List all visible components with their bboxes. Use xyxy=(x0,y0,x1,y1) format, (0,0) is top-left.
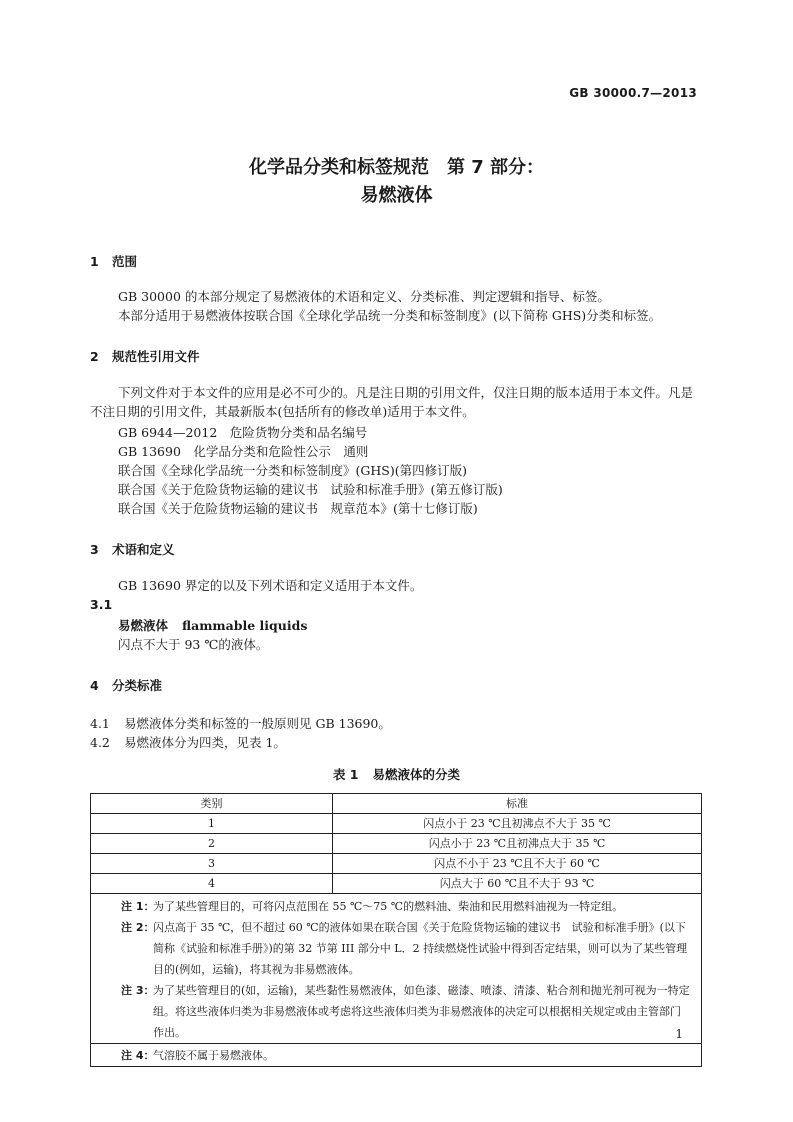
standard-number: GB 30000.7—2013 xyxy=(569,86,697,100)
section-title: 范围 xyxy=(112,254,138,269)
clause-text: 易燃液体分类和标签的一般原则见 GB 13690。 xyxy=(124,716,391,731)
table-notes xyxy=(91,894,701,1043)
table-caption-text: 易燃液体的分类 xyxy=(372,767,461,782)
table-caption xyxy=(0,765,793,783)
clause-number: 4.1 xyxy=(90,716,110,731)
table-cell-criteria: 闪点小于 23 ℃且初沸点大于 35 ℃ xyxy=(428,837,606,850)
table-header-cell: 类别 xyxy=(91,794,333,813)
clause-4-1 xyxy=(90,714,391,732)
table-row xyxy=(91,834,701,854)
note-text: 为了某些管理目的(如，运输)，某些黏性易燃液体，如色漆、磁漆、喷漆、清漆、粘合剂和抛光剂可视为一特定组。将这些液体归类为非易燃液体或考虑将这些液体归类为非易燃液体的决定可以根据相关规定或由主管部门作出。 xyxy=(153,984,690,1039)
table-cell-category: 4 xyxy=(91,874,333,893)
table-caption-number: 表 1 xyxy=(332,767,359,782)
table-cell-criteria: 闪点不小于 23 ℃且不大于 60 ℃ xyxy=(434,857,600,870)
page-number: 1 xyxy=(675,1027,683,1041)
section-4-heading xyxy=(90,676,162,694)
title-line-2: 易燃液体 xyxy=(360,185,433,206)
classification-table xyxy=(90,793,702,1067)
table-note xyxy=(121,980,691,1043)
clause-text: 易燃液体分为四类，见表 1。 xyxy=(124,735,286,750)
section-number: 2 xyxy=(90,349,99,364)
term-english: flammable liquids xyxy=(182,618,308,633)
note-label: 注 4： xyxy=(121,1049,155,1062)
normative-intro-paragraph: 下列文件对于本文件的应用是必不可少的。凡是注日期的引用文件，仅注日期的版本适用于本文件。凡是不注日期的引用文件，其最新版本(包括所有的修改单)适用于本文件。 xyxy=(90,385,694,419)
note-text: 为了某些管理目的，可将闪点范围在 55 ℃～75 ℃的燃料油、柴油和民用燃料油视为一特定组。 xyxy=(153,900,624,913)
section-1-heading xyxy=(90,252,137,270)
reference-item: 联合国《关于危险货物运输的建议书 规章范本》(第十七修订版) xyxy=(118,501,478,516)
section-title: 规范性引用文件 xyxy=(112,349,200,364)
term-number: 3.1 xyxy=(90,597,113,612)
table-note xyxy=(121,917,691,980)
table-cell-criteria: 闪点小于 23 ℃且初沸点不大于 35 ℃ xyxy=(423,817,611,830)
scope-paragraph-2: 本部分适用于易燃液体按联合国《全球化学品统一分类和标签制度》(以下简称 GHS)分类和标签。 xyxy=(118,308,662,323)
table-cell-category: 1 xyxy=(91,814,333,833)
table-row xyxy=(91,814,701,834)
table-header-cell: 标准 xyxy=(506,797,528,810)
reference-item: GB 13690 化学品分类和危险性公示 通则 xyxy=(118,444,369,459)
section-2-heading xyxy=(90,347,200,365)
section-title: 术语和定义 xyxy=(112,542,175,557)
table-note-last xyxy=(91,1043,701,1066)
note-text: 闪点高于 35 ℃，但不超过 60 ℃的液体如果在联合国《关于危险货物运输的建议书 试验和标准手册》(以下简称《试验和标准手册》)的第 32 节第 III 部分中 L．2 持续燃烧性试验中得到否定结果，则可以为了某些管理目的(例如，运输)，将其视为非易燃液体。 xyxy=(153,921,688,976)
table-row xyxy=(91,874,701,894)
note-text: 气溶胶不属于易燃液体。 xyxy=(153,1049,274,1062)
table-cell-category: 3 xyxy=(91,854,333,873)
section-number: 4 xyxy=(90,678,99,693)
term-entry xyxy=(118,616,307,634)
note-label: 注 1： xyxy=(121,900,155,913)
reference-item: 联合国《关于危险货物运输的建议书 试验和标准手册》(第五修订版) xyxy=(118,482,503,497)
reference-item: GB 6944—2012 危险货物分类和品名编号 xyxy=(118,425,368,440)
table-header-row xyxy=(91,794,701,814)
section-title: 分类标准 xyxy=(112,678,163,693)
term-chinese: 易燃液体 xyxy=(118,618,169,633)
table-note xyxy=(121,896,691,917)
section-3-heading xyxy=(90,540,175,558)
table-cell-criteria: 闪点大于 60 ℃且不大于 93 ℃ xyxy=(439,877,595,890)
clause-number: 4.2 xyxy=(90,735,110,750)
term-definition: 闪点不大于 93 ℃的液体。 xyxy=(118,637,269,652)
section-number: 1 xyxy=(90,254,99,269)
scope-paragraph-1: GB 30000 的本部分规定了易燃液体的术语和定义、分类标准、判定逻辑和指导、标签。 xyxy=(118,289,610,304)
table-cell-category: 2 xyxy=(91,834,333,853)
table-note xyxy=(121,1045,691,1066)
terms-intro-paragraph: GB 13690 界定的以及下列术语和定义适用于本文件。 xyxy=(118,578,423,593)
clause-4-2 xyxy=(90,733,286,751)
note-label: 注 3： xyxy=(121,984,155,997)
title-line-1: 化学品分类和标签规范 第 7 部分： xyxy=(248,157,545,178)
note-label: 注 2： xyxy=(121,921,155,934)
reference-item: 联合国《全球化学品统一分类和标签制度》(GHS)(第四修订版) xyxy=(118,463,467,478)
document-title xyxy=(0,154,793,210)
table-row xyxy=(91,854,701,874)
section-number: 3 xyxy=(90,542,99,557)
